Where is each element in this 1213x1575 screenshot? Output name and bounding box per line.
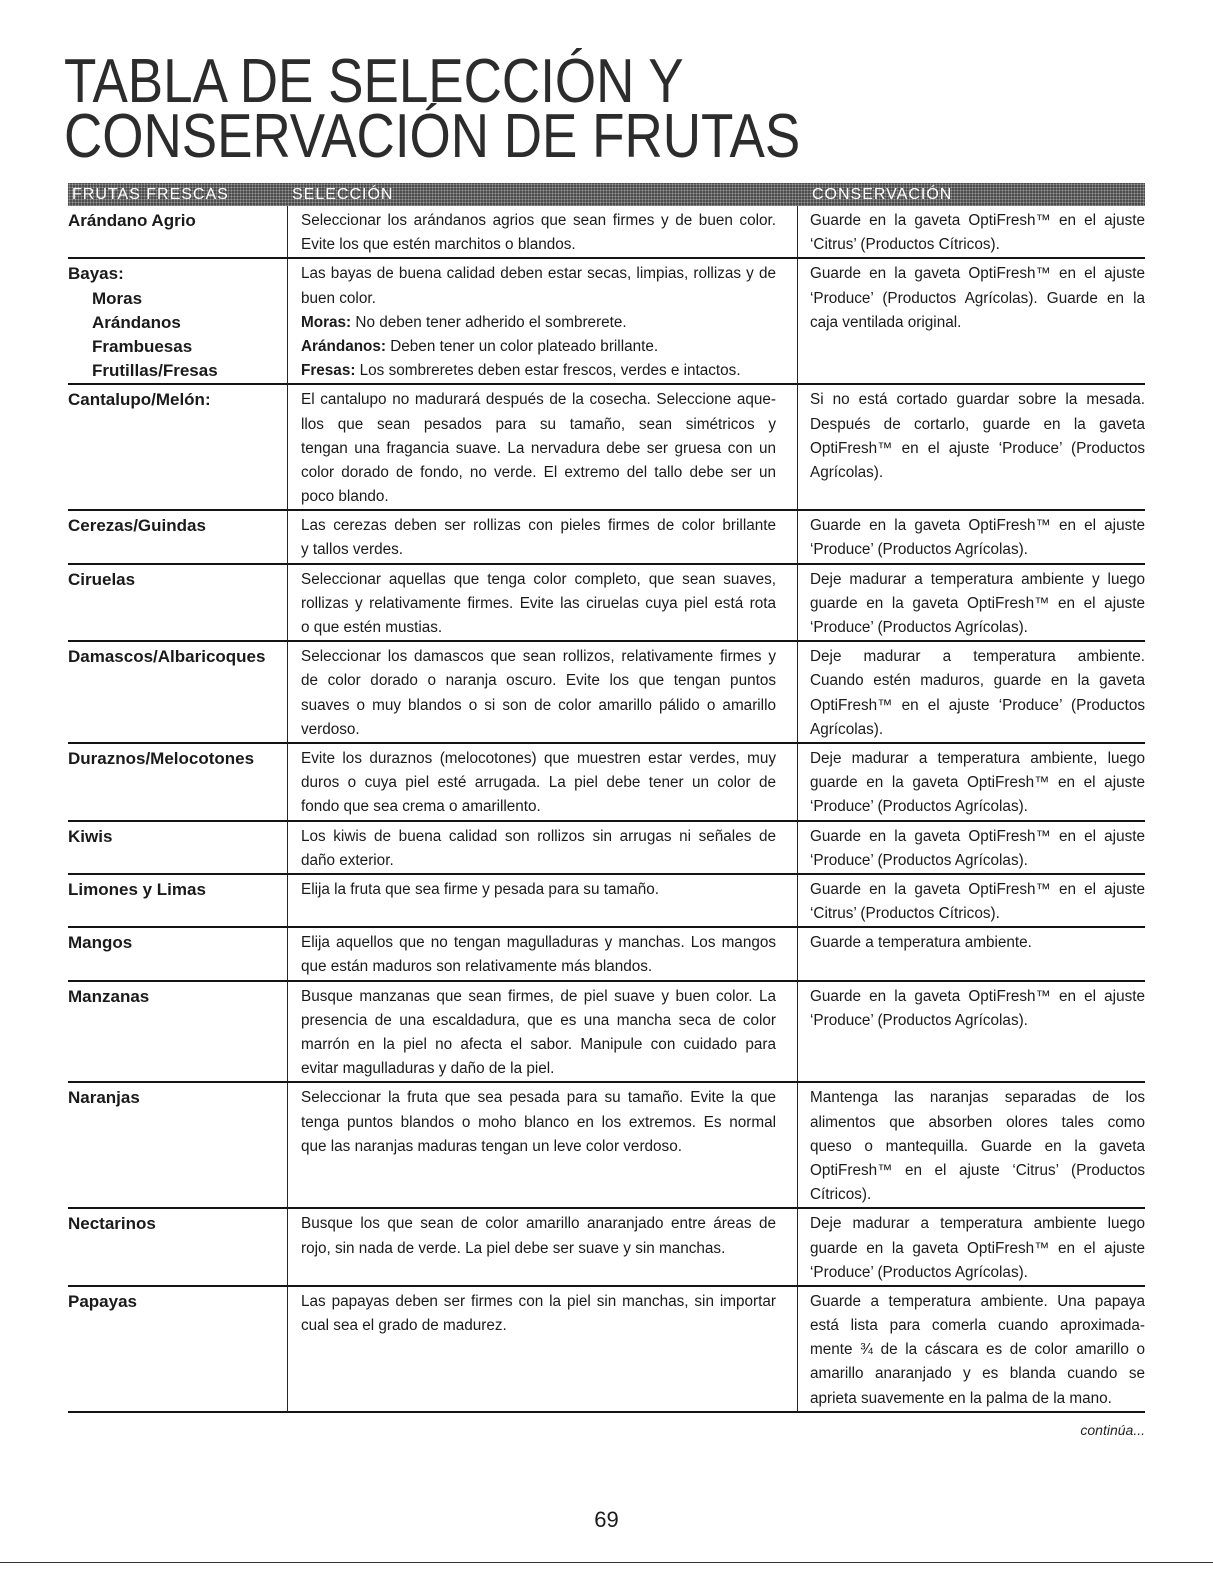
fruit-name: Cerezas/Guindas: [68, 516, 206, 536]
conservacion-line: Después de cortarlo, guarde en la gaveta: [810, 415, 1145, 433]
conservacion-line: ‘Produce’ (Productos Agrícolas).: [810, 1011, 1028, 1029]
seleccion-cell: [287, 206, 797, 259]
seleccion-paragraph: [301, 209, 776, 257]
table-header-bar: [68, 183, 1145, 206]
conservacion-line: OptiFresh™ en el ajuste ‘Citrus’ (Productos: [810, 1161, 1145, 1179]
seleccion-paragraph: [301, 388, 776, 509]
conservacion-paragraph: [810, 388, 1145, 485]
conservacion-line: ‘Citrus’ (Productos Cítricos).: [810, 236, 1000, 254]
conservacion-line: Guarde en la gaveta OptiFresh™ en el ajuste: [810, 517, 1145, 535]
table-row: [68, 642, 1145, 744]
conservacion-paragraph: [810, 209, 1145, 257]
conservacion-paragraph: [810, 514, 1145, 562]
conservacion-line: Mantenga las naranjas separadas de los: [810, 1089, 1145, 1107]
conservacion-line: ‘Produce’ (Productos Agrícolas).: [810, 619, 1028, 636]
seleccion-line: daño exterior.: [301, 851, 394, 869]
seleccion-line: de color dorado o naranja oscuro. Evite los que tengan puntos: [301, 672, 776, 690]
fruit-name: Damascos/Albaricoques: [68, 647, 266, 667]
table-row: [68, 565, 1145, 643]
seleccion-line: Las papayas deben ser firmes con la piel sin manchas, sin importar: [301, 1292, 776, 1310]
conservacion-line: guarde en la gaveta OptiFresh™ en el ajuste: [810, 774, 1145, 792]
seleccion-line: Busque los que sean de color amarillo anaranjado entre áreas de: [301, 1215, 776, 1233]
seleccion-paragraph: [301, 568, 776, 641]
seleccion-paragraph: [301, 825, 776, 873]
conservacion-line: Guarde a temperatura ambiente. Una papaya: [810, 1292, 1145, 1310]
fruit-variety: Frutillas/Fresas: [92, 361, 218, 381]
conservacion-line: Guarde en la gaveta OptiFresh™ en el ajuste: [810, 212, 1145, 229]
conservacion-line: guarde en la gaveta OptiFresh™ en el ajuste: [810, 594, 1145, 612]
fruit-name: Naranjas: [68, 1088, 140, 1108]
conservacion-line: Deje madurar a temperatura ambiente luego: [810, 1215, 1145, 1233]
seleccion-paragraph: [301, 359, 776, 383]
fruit-cell: [68, 1209, 287, 1287]
table-row: [68, 1209, 1145, 1287]
fruit-name: Mangos: [68, 933, 133, 953]
conservacion-paragraph: [810, 931, 1145, 955]
seleccion-line: suaves o muy blandos o si son de color amarillo pálido o amarillo: [301, 696, 776, 714]
page-title-line-2: CONSERVACIÓN DE FRUTAS: [64, 101, 801, 171]
berry-label: Moras:: [301, 313, 352, 331]
conservacion-cell: [797, 1287, 1145, 1413]
seleccion-cell: [287, 875, 797, 928]
fruit-name: Limones y Limas: [68, 879, 206, 899]
seleccion-line: Evite los que estén marchitos o blandos.: [301, 236, 576, 254]
table-row: [68, 385, 1145, 511]
seleccion-paragraph: [301, 262, 776, 310]
conservacion-line: caja ventilada original.: [810, 313, 962, 331]
seleccion-line: tenga puntos blandos o moho blanco en los extremos. Es normal: [301, 1113, 776, 1131]
fruit-variety: Frambuesas: [92, 336, 193, 356]
conservacion-line: Agrícolas).: [810, 720, 884, 738]
conservacion-paragraph: [810, 1212, 1145, 1285]
seleccion-paragraph: [301, 514, 776, 562]
conservacion-line: Guarde a temperatura ambiente.: [810, 934, 1032, 952]
fruit-cell: [68, 1287, 287, 1413]
fruit-variety: Arándanos: [92, 312, 181, 332]
seleccion-line: Las cerezas deben ser rollizas con pieles firmes de color brillante: [301, 517, 776, 535]
seleccion-cell: [287, 1209, 797, 1287]
seleccion-cell: [287, 1287, 797, 1413]
seleccion-paragraph: [301, 747, 776, 820]
conservacion-line: Cítricos).: [810, 1186, 872, 1204]
conservacion-paragraph: [810, 1086, 1145, 1207]
conservacion-cell: [797, 385, 1145, 511]
conservacion-cell: [797, 928, 1145, 981]
table-row: [68, 259, 1145, 385]
fruit-variety: Moras: [92, 288, 143, 308]
seleccion-line: evitar magulladuras y daño de la piel.: [301, 1060, 555, 1078]
berry-label: Fresas:: [301, 362, 356, 380]
page-title-line-1: TABLA DE SELECCIÓN Y: [64, 46, 684, 117]
continued-note: continúa...: [1080, 1422, 1145, 1438]
seleccion-cell: [287, 259, 797, 385]
berry-note: No deben tener adherido el sombrerete.: [351, 313, 627, 331]
conservacion-line: Deje madurar a temperatura ambiente y luego: [810, 570, 1145, 588]
conservacion-line: Deje madurar a temperatura ambiente, luego: [810, 749, 1145, 767]
seleccion-line: rojo, sin nada de verde. La piel debe ser suave y sin manchas.: [301, 1239, 726, 1257]
fruit-cell: [68, 259, 287, 385]
fruit-name: Ciruelas: [68, 569, 136, 589]
fruit-name: Papayas: [68, 1291, 137, 1311]
fruit-cell: [68, 744, 287, 822]
seleccion-paragraph: [301, 931, 776, 979]
conservacion-paragraph: [810, 825, 1145, 873]
table-row: [68, 511, 1145, 564]
conservacion-line: OptiFresh™ en el ajuste ‘Produce’ (Productos: [810, 439, 1145, 457]
conservacion-line: Guarde en la gaveta OptiFresh™ en el ajuste: [810, 265, 1145, 283]
seleccion-line: Elija aquellos que no tengan magulladuras y manchas. Los mangos: [301, 934, 776, 952]
seleccion-cell: [287, 982, 797, 1084]
table-row: [68, 206, 1145, 259]
table-row: [68, 1083, 1145, 1209]
fruit-cell: [68, 982, 287, 1084]
seleccion-paragraph: [301, 645, 776, 742]
seleccion-line: llos que sean pesados para su tamaño, sean simétricos y: [301, 415, 776, 433]
fruit-cell: [68, 875, 287, 928]
fruit-cell: [68, 385, 287, 511]
conservacion-line: está lista para comerla cuando aproximada-: [810, 1317, 1145, 1335]
conservacion-line: guarde en la gaveta OptiFresh™ en el ajuste: [810, 1239, 1145, 1257]
seleccion-line: que están maduros son relativamente más blandos.: [301, 958, 653, 976]
seleccion-line: Seleccionar aquellas que tenga color completo, que sean suaves,: [301, 570, 776, 588]
seleccion-line: Las bayas de buena calidad deben estar secas, limpias, rollizas y de: [301, 265, 776, 283]
conservacion-line: mente ¾ de la cáscara es de color amarillo o: [810, 1341, 1145, 1359]
conservacion-cell: [797, 259, 1145, 385]
conservacion-line: Guarde en la gaveta OptiFresh™ en el ajuste: [810, 987, 1145, 1005]
seleccion-line: rollizas y relativamente firmes. Evite las ciruelas cuya piel está rota: [301, 594, 776, 612]
seleccion-line: [301, 311, 776, 335]
seleccion-line: Elija la fruta que sea firme y pesada para su tamaño.: [301, 880, 659, 898]
conservacion-cell: [797, 875, 1145, 928]
table-row: [68, 822, 1145, 875]
seleccion-line: Evite los duraznos (melocotones) que muestren estar verdes, muy: [301, 749, 776, 767]
fruit-cell: [68, 822, 287, 875]
seleccion-cell: [287, 822, 797, 875]
fruit-name: Cantalupo/Melón:: [68, 390, 211, 410]
seleccion-line: [301, 359, 776, 383]
fruit-name: Bayas:: [68, 264, 124, 284]
fruit-table: [68, 206, 1145, 1413]
conservacion-line: queso o mantequilla. Guarde en la gaveta: [810, 1137, 1145, 1155]
conservacion-line: ‘Produce’ (Productos Agrícolas).: [810, 541, 1028, 559]
seleccion-paragraph: [301, 1212, 776, 1260]
seleccion-paragraph: [301, 311, 776, 335]
fruit-cell: [68, 206, 287, 259]
seleccion-line: Seleccionar los damascos que sean rollizos, relativamente firmes y: [301, 648, 776, 666]
conservacion-line: Agrícolas).: [810, 463, 884, 481]
conservacion-line: Si no está cortado guardar sobre la mesada.: [810, 391, 1145, 409]
seleccion-paragraph: [301, 1086, 776, 1159]
conservacion-line: Cuando estén maduros, guarde en la gaveta: [810, 672, 1145, 690]
conservacion-paragraph: [810, 985, 1145, 1033]
seleccion-cell: [287, 642, 797, 744]
seleccion-line: Seleccionar los arándanos agrios que sean firmes y de buen color.: [301, 212, 776, 229]
seleccion-line: buen color.: [301, 289, 376, 307]
berry-note: Deben tener un color plateado brillante.: [386, 337, 659, 355]
seleccion-cell: [287, 928, 797, 981]
fruit-cell: [68, 642, 287, 744]
seleccion-cell: [287, 385, 797, 511]
table-row: [68, 875, 1145, 928]
conservacion-cell: [797, 1209, 1145, 1287]
fruit-cell: [68, 565, 287, 643]
seleccion-cell: [287, 1083, 797, 1209]
conservacion-line: ‘Produce’ (Productos Agrícolas).: [810, 798, 1028, 816]
fruit-name: Arándano Agrio: [68, 211, 196, 230]
conservacion-line: ‘Produce’ (Productos Agrícolas).: [810, 851, 1028, 869]
conservacion-cell: [797, 511, 1145, 564]
header-fruits: FRUTAS FRESCAS: [72, 186, 229, 203]
conservacion-line: amarillo anaranjado y es blanda cuando se: [810, 1365, 1145, 1383]
conservacion-line: aprieta suavemente en la palma de la mano.: [810, 1389, 1112, 1407]
seleccion-line: [301, 335, 776, 359]
seleccion-cell: [287, 511, 797, 564]
page-number: 69: [594, 1507, 619, 1532]
conservacion-cell: [797, 642, 1145, 744]
seleccion-line: que las naranjas maduras tengan un leve color verdoso.: [301, 1137, 682, 1155]
conservacion-line: ‘Produce’ (Productos Agrícolas). Guarde en la: [810, 289, 1145, 307]
seleccion-line: marrón en la piel no afecta el sabor. Manipule con cuidado para: [301, 1036, 776, 1053]
conservacion-cell: [797, 1083, 1145, 1209]
berry-note: Los sombreretes deben estar frescos, verdes e intactos.: [355, 362, 741, 380]
seleccion-paragraph: [301, 878, 776, 902]
conservacion-cell: [797, 565, 1145, 643]
seleccion-cell: [287, 744, 797, 822]
berry-label: Arándanos:: [301, 337, 386, 355]
conservacion-line: Guarde en la gaveta OptiFresh™ en el ajuste: [810, 880, 1145, 898]
conservacion-line: Deje madurar a temperatura ambiente.: [810, 648, 1145, 666]
fruit-name: Manzanas: [68, 986, 150, 1006]
conservacion-paragraph: [810, 568, 1145, 641]
seleccion-paragraph: [301, 985, 776, 1082]
seleccion-paragraph: [301, 335, 776, 359]
fruit-name: Kiwis: [68, 826, 113, 846]
table-row: [68, 1287, 1145, 1413]
seleccion-line: duros o cuya piel esté arrugada. La piel debe tener un color de: [301, 774, 776, 792]
header-storage: CONSERVACIÓN: [812, 186, 953, 203]
bottom-rule: [0, 1562, 1213, 1563]
conservacion-paragraph: [810, 878, 1145, 926]
seleccion-line: tengan una fragancia suave. La nervadura debe ser gruesa con un: [301, 439, 776, 457]
fruit-name: Nectarinos: [68, 1214, 156, 1234]
seleccion-cell: [287, 565, 797, 643]
conservacion-cell: [797, 206, 1145, 259]
conservacion-paragraph: [810, 1290, 1145, 1411]
conservacion-paragraph: [810, 262, 1145, 335]
page-title: [64, 46, 801, 171]
conservacion-cell: [797, 822, 1145, 875]
conservacion-paragraph: [810, 747, 1145, 820]
table-row: [68, 744, 1145, 822]
seleccion-line: presencia de una escaldadura, que es una mancha seca de color: [301, 1011, 776, 1029]
seleccion-line: y tallos verdes.: [301, 541, 404, 559]
seleccion-line: color dorado de fondo, no verde. El extremo del tallo debe ser un: [301, 463, 776, 481]
seleccion-line: o que estén mustias.: [301, 619, 443, 636]
fruit-cell: [68, 928, 287, 981]
conservacion-cell: [797, 982, 1145, 1084]
fruit-name: Duraznos/Melocotones: [68, 748, 255, 768]
seleccion-line: fondo que sea crema o amarillento.: [301, 798, 541, 816]
conservacion-cell: [797, 744, 1145, 822]
seleccion-line: poco blando.: [301, 488, 389, 506]
conservacion-line: OptiFresh™ en el ajuste ‘Produce’ (Productos: [810, 696, 1145, 714]
table-row: [68, 928, 1145, 981]
conservacion-line: Guarde en la gaveta OptiFresh™ en el ajuste: [810, 827, 1145, 845]
seleccion-line: El cantalupo no madurará después de la cosecha. Seleccione aque-: [301, 391, 776, 409]
header-selection: SELECCIÓN: [292, 186, 394, 203]
conservacion-line: ‘Citrus’ (Productos Cítricos).: [810, 905, 1000, 923]
seleccion-line: Busque manzanas que sean firmes, de piel suave y buen color. La: [301, 987, 776, 1005]
table-row: [68, 982, 1145, 1084]
seleccion-line: cual sea el grado de madurez.: [301, 1317, 507, 1335]
seleccion-line: verdoso.: [301, 720, 360, 738]
conservacion-paragraph: [810, 645, 1145, 742]
conservacion-line: ‘Produce’ (Productos Agrícolas).: [810, 1263, 1028, 1281]
conservacion-line: alimentos que absorben olores tales como: [810, 1113, 1145, 1131]
seleccion-line: Los kiwis de buena calidad son rollizos sin arrugas ni señales de: [301, 827, 776, 845]
seleccion-line: Seleccionar la fruta que sea pesada para su tamaño. Evite la que: [301, 1089, 776, 1107]
seleccion-paragraph: [301, 1290, 776, 1338]
fruit-cell: [68, 511, 287, 564]
fruit-cell: [68, 1083, 287, 1209]
